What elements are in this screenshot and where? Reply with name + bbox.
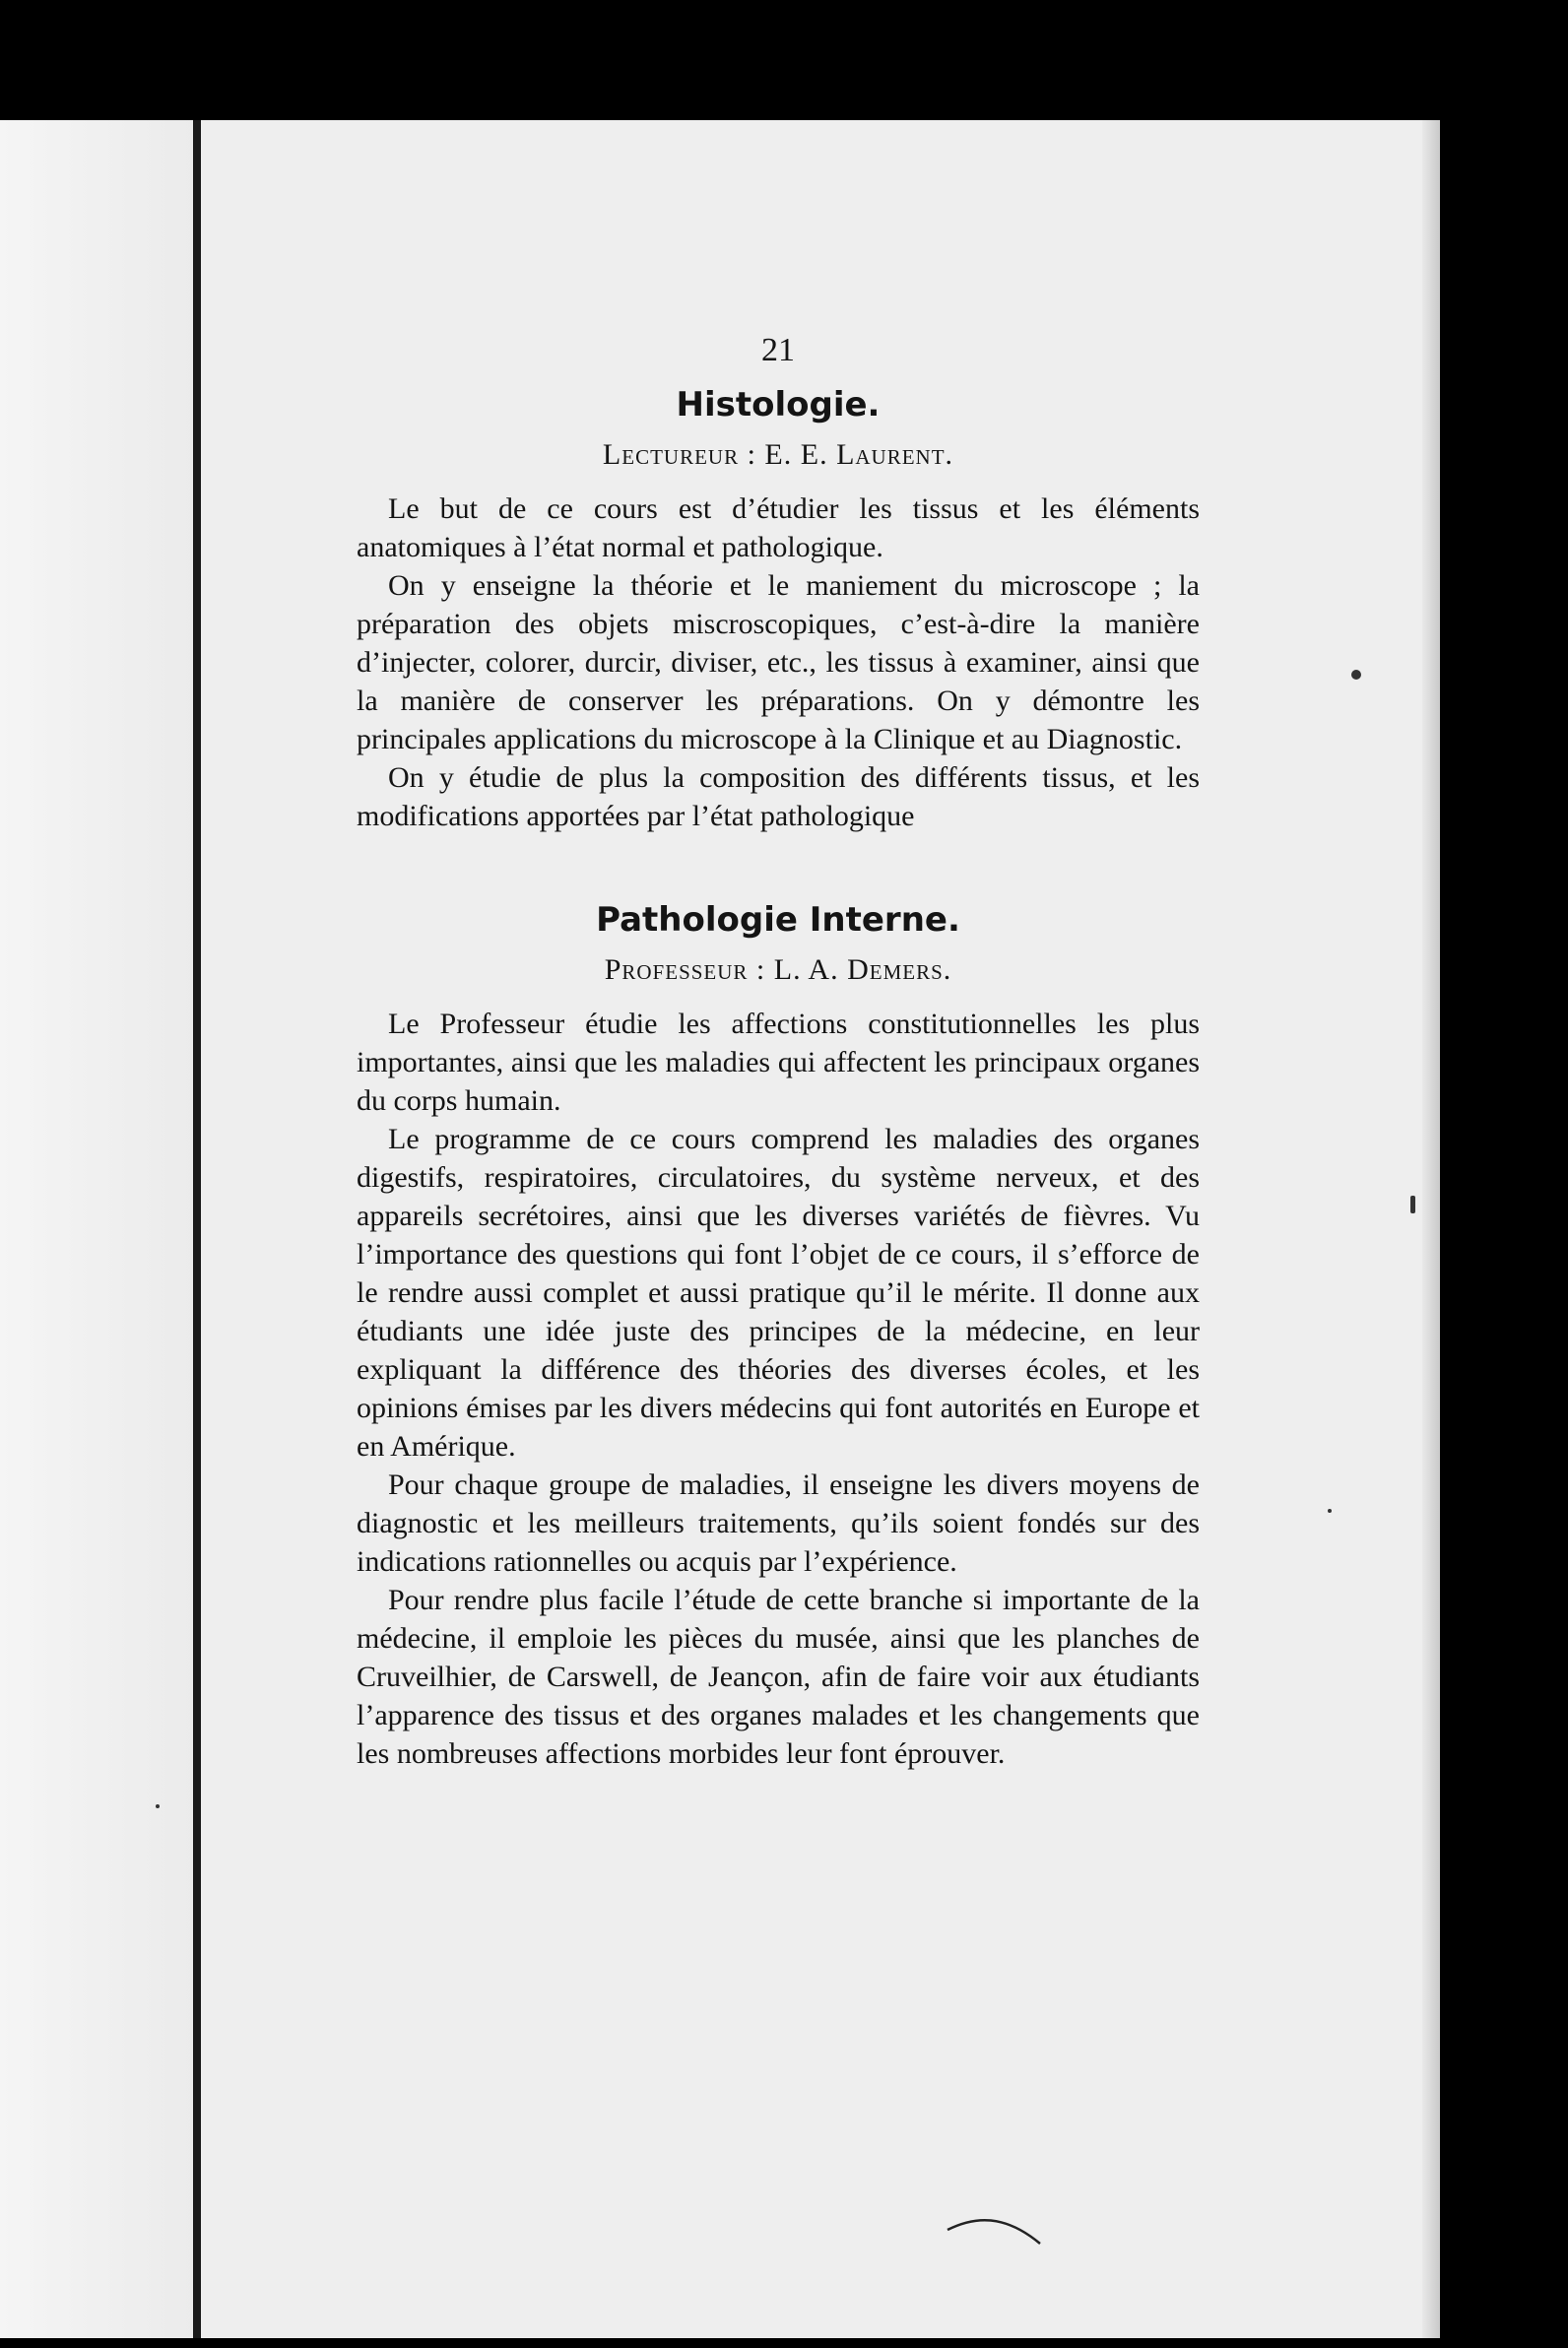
facing-page-edge: [0, 120, 195, 2338]
ink-speck: [1351, 670, 1361, 680]
section-lecturer: Professeur : L. A. Demers.: [604, 953, 952, 986]
paragraph: Pour chaque groupe de maladies, il enseigne les divers moyens de diagnostic et les meilleurs traitements, qu’ils soient fondés sur des indications rationnelles ou acquis par l’expérience.: [357, 1468, 1200, 1578]
binding-gutter: [193, 120, 201, 2338]
paragraph: Le Professeur étudie les affections constitutionnelles les plus importantes, ainsi que les maladies qui affectent les principaux organes du corps humain.: [357, 1008, 1200, 1117]
ink-speck: [1328, 1509, 1332, 1513]
page-number: 21: [761, 332, 795, 368]
page-edge-shadow: [1422, 120, 1440, 2338]
section-histologie: [357, 385, 1200, 835]
ink-speck: [156, 1804, 160, 1808]
pencil-mark: [946, 2208, 1044, 2248]
section-lecturer: Lectureur : E. E. Laurent.: [602, 438, 954, 471]
paragraph: Pour rendre plus facile l’étude de cette branche si importante de la médecine, il emploie les pièces du musée, ainsi que les planches de Cruveilhier, de Carswell, de Jeançon, afin de faire voir aux étudiants l’apparence des tissus et des organes malades et les changements que les nombreuses affections morbides leur font éprouver.: [357, 1584, 1200, 1770]
section-title: Histologie.: [676, 385, 881, 424]
page-content: [357, 332, 1200, 1773]
paragraph: Le programme de ce cours comprend les maladies des organes digestifs, respiratoires, circulatoires, du système nerveux, et des appareils secrétoires, ainsi que les diverses variétés de fièvres. Vu l’importance des questions qui font l’objet de ce cours, il s’efforce de le rendre aussi complet et aussi pratique qu’il le mérite. Il donne aux étudiants une idée juste des principes de la médecine, en leur expliquant la différence des théories des diverses écoles, et les opinions émises par les divers médecins qui font autorités en Europe et en Amérique.: [357, 1123, 1200, 1463]
ink-speck: [1410, 1196, 1415, 1213]
section-title: Pathologie Interne.: [596, 900, 960, 940]
paragraph: On y étudie de plus la composition des différents tissus, et les modifications apportées par l’état pathologique: [357, 761, 1200, 832]
paragraph: On y enseigne la théorie et le maniement du microscope ; la préparation des objets miscroscopiques, c’est-à-dire la manière d’injecter, colorer, durcir, diviser, etc., les tissus à examiner, ainsi que la manière de conserver les préparations. On y démontre les principales applications du microscope à la Clinique et au Diagnostic.: [357, 569, 1200, 755]
paragraph: Le but de ce cours est d’étudier les tissus et les éléments anatomiques à l’état normal et pathologique.: [357, 492, 1200, 563]
section-pathologie-interne: [357, 900, 1200, 1773]
paper-page: [0, 120, 1440, 2338]
